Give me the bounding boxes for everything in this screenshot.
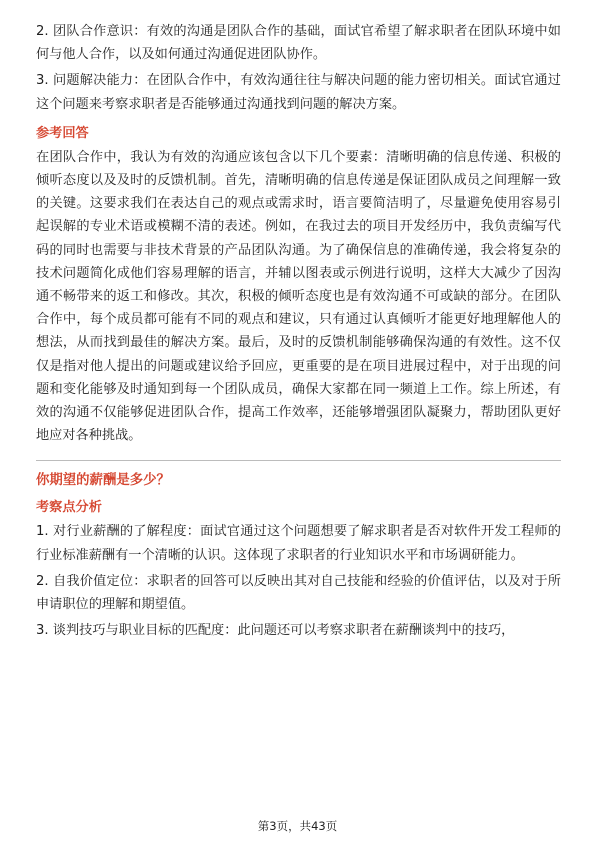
section-previous-question bbox=[36, 20, 561, 447]
question-title: 你期望的薪酬是多少？ bbox=[36, 473, 170, 489]
analysis-item-3: 3. 问题解决能力：在团队合作中，有效沟通往往与解决问题的能力密切相关。面试官通过这个问题来考察求职者是否能够通过沟通找到问题的解决方案。 bbox=[36, 73, 561, 112]
section-divider bbox=[36, 460, 561, 461]
page-content bbox=[36, 20, 561, 645]
analysis-item-3: 3. 谈判技巧与职业目标的匹配度：此问题还可以考察求职者在薪酬谈判中的技巧， bbox=[36, 623, 515, 639]
analysis-item-2: 2. 团队合作意识：有效的沟通是团队合作的基础，面试官希望了解求职者在团队环境中如何与他人合作，以及如何通过沟通促进团队协作。 bbox=[36, 24, 561, 63]
reference-answer-heading: 参考回答 bbox=[36, 125, 89, 141]
analysis-heading: 考察点分析 bbox=[36, 500, 102, 516]
section-salary-question bbox=[36, 469, 561, 642]
analysis-item-2: 2. 自我价值定位：求职者的回答可以反映出其对自己技能和经验的价值评估，以及对于所申请职位的理解和期望值。 bbox=[36, 573, 561, 613]
page-number-footer: 第3页，共43页 bbox=[257, 819, 338, 833]
reference-answer-text: 在团队合作中，我认为有效的沟通应该包含以下几个要素：清晰明确的信息传递、积极的倾听态度以及及时的反馈机制。首先，清晰明确的信息传递是保证团队成员之间理解一致的关键。这要求我们在表达自己的观点或需求时，语言要简洁明了，尽量避免使用容易引起误解的专业术语或模糊不清的表述。例如，在我过去的项目开发经历中，我负责编写代码的同时也需要与非技术背景的产品团队沟通。为了确保信息的准确传递，我会将复杂的技术问题简化成他们容易理解的语言，并辅以图表或示例进行说明，这样大大减少了因沟通不畅带来的返工和修改。其次，积极的倾听态度也是有效沟通不可或缺的部分。在团队合作中，每个成员都可能有不同的观点和建议，只有通过认真倾听才能更好地理解他人的想法，从而找到最佳的解决方案。最后，及时的反馈机制能够确保沟通的有效性。这不仅仅是指对他人提出的问题或建议给予回应，更重要的是在项目进展过程中，对于出现的问题和变化能够及时通知到每一个团队成员，确保大家都在同一频道上工作。综上所述，有效的沟通不仅能够促进团队合作，提高工作效率，还能够增强团队凝聚力，帮助团队更好地应对各种挑战。 bbox=[36, 149, 561, 444]
analysis-item-1: 1. 对行业薪酬的了解程度：面试官通过这个问题想要了解求职者是否对软件开发工程师的行业标准薪酬有一个清晰的认识。这体现了求职者的行业知识水平和市场调研能力。 bbox=[36, 524, 561, 563]
